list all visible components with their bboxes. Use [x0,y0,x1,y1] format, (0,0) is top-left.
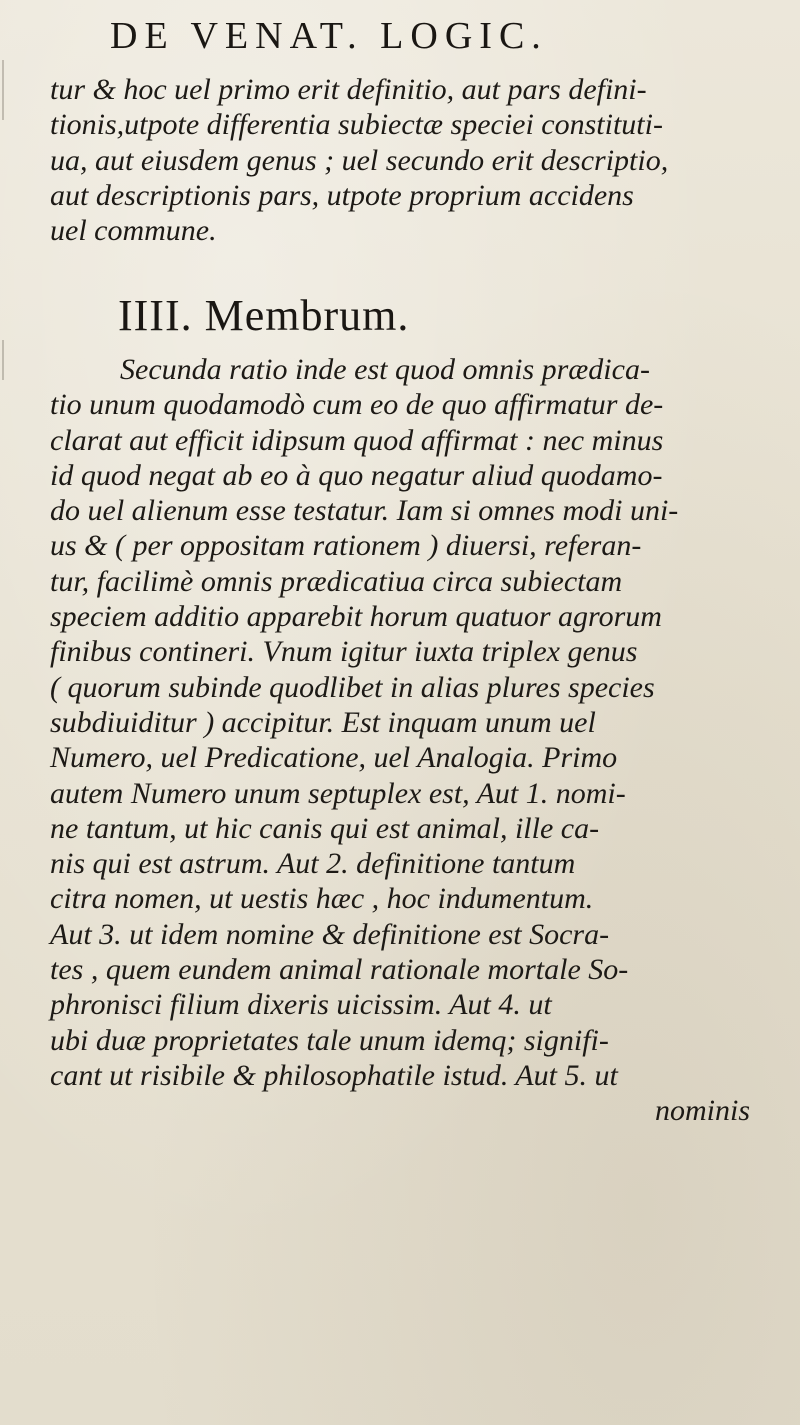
catchword: nominis [654,1094,750,1128]
text-line: autem Numero unum septuplex est, Aut 1. nomi- [50,776,626,810]
text-line: cant ut risibile & philosophatile istud. Aut 5. ut [50,1058,618,1092]
text-line: speciem additio apparebit horum quatuor agrorum [50,600,662,634]
text-line: tur & hoc uel primo erit definitio, aut pars defini- [50,73,647,106]
text-line: ne tantum, ut hic canis qui est animal, ille ca- [50,811,600,845]
text-line: citra nomen, ut uestis hæc , hoc indumentum. [50,882,594,916]
text-line: clarat aut efficit idipsum quod affirmat : nec minus [50,423,664,457]
paragraph-2 [50,352,770,1129]
section-heading: IIII. Membrum. [118,291,410,340]
text-line: us & ( per oppositam rationem ) diuersi, referan- [50,529,642,563]
text-line: nis qui est astrum. Aut 2. definitione tantum [50,847,576,881]
text-line: do uel alienum esse testatur. Iam si omnes modi uni- [50,494,679,528]
text-line: ua, aut eiusdem genus ; uel secundo erit descriptio, [50,143,669,177]
paragraph-1 [50,72,770,248]
text-line: Aut 3. ut idem nomine & definitione est Socra- [50,917,610,951]
text-line: ubi duæ proprietates tale unum idemq; signifi- [50,1023,609,1057]
text-line: tur, facilimè omnis prædicatiua circa subiectam [50,564,623,598]
text-line: id quod negat ab eo à quo negatur aliud quodamo- [50,458,663,492]
text-line: Secunda ratio inde est quod omnis prædica- [120,353,650,386]
text-line: uel commune. [50,214,217,248]
text-line: phronisci filium dixeris uicissim. Aut 4. ut [50,988,552,1022]
text-line: finibus contineri. Vnum igitur iuxta triplex genus [50,635,638,669]
text-line: tio unum quodamodò cum eo de quo affirmatur de- [50,388,664,422]
text-line: aut descriptionis pars, utpote proprium accidens [50,178,634,212]
page-edge-mark [2,60,4,120]
running-head: DE VENAT. LOGIC. [110,15,548,57]
text-line: subdiuiditur ) accipitur. Est inquam unum uel [50,705,596,739]
text-line: ( quorum subinde quodlibet in alias plures species [50,670,655,704]
page-edge-mark [2,340,4,380]
text-line: tes , quem eundem animal rationale mortale So- [50,953,629,987]
text-line: Numero, uel Predicatione, uel Analogia. Primo [50,741,618,775]
text-line: tionis,utpote differentia subiectæ speciei constituti- [50,108,663,142]
